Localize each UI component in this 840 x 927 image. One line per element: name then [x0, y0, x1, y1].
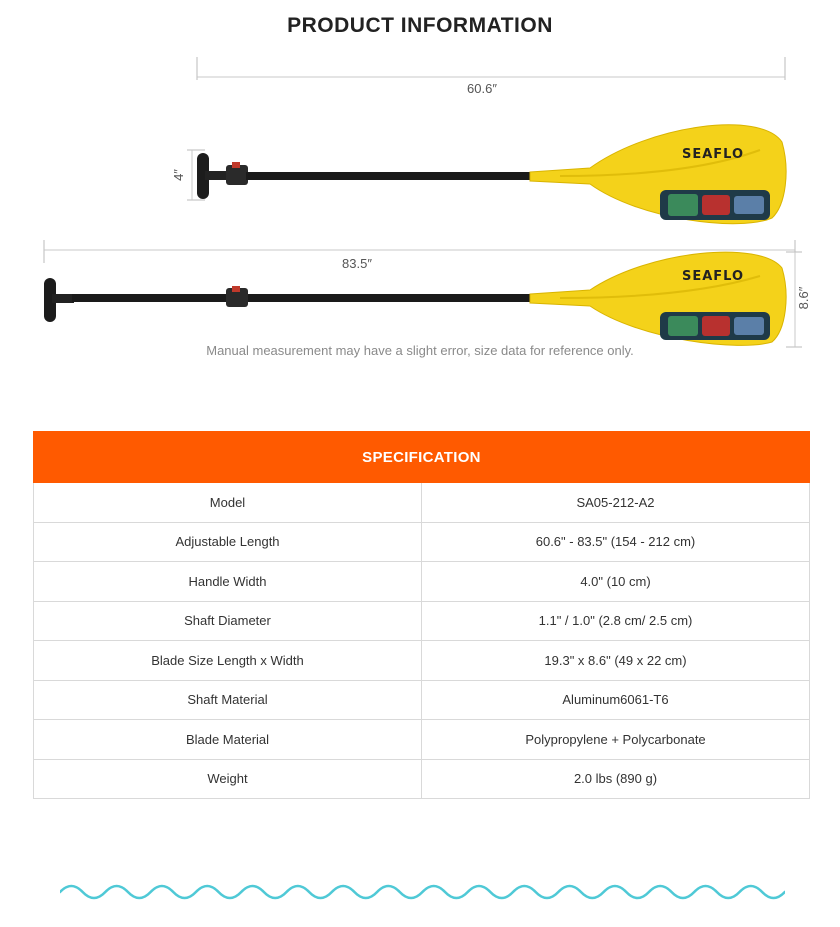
short-paddle: [171, 57, 786, 224]
spec-value: 4.0" (10 cm): [422, 562, 810, 602]
spec-value: 1.1" / 1.0" (2.8 cm/ 2.5 cm): [422, 601, 810, 641]
spec-label: Shaft Material: [34, 680, 422, 720]
spec-row: [34, 680, 810, 720]
spec-row: [34, 522, 810, 562]
paddle-diagram: [0, 50, 840, 370]
handle-width-label: 4″: [171, 169, 186, 181]
spec-label: Model: [34, 483, 422, 523]
spec-value: Polypropylene + Polycarbonate: [422, 720, 810, 760]
spec-label: Adjustable Length: [34, 522, 422, 562]
spec-row: [34, 641, 810, 681]
spec-label: Blade Material: [34, 720, 422, 760]
spec-label: Shaft Diameter: [34, 601, 422, 641]
measurement-note: Manual measurement may have a slight error, size data for reference only.: [206, 343, 634, 358]
spec-row: [34, 601, 810, 641]
spec-value: SA05-212-A2: [422, 483, 810, 523]
spec-value: 2.0 lbs (890 g): [422, 759, 810, 799]
spec-label: Blade Size Length x Width: [34, 641, 422, 681]
short-length-label: 60.6″: [467, 81, 497, 96]
brand-logo: SEAFLO: [681, 269, 745, 284]
long-paddle: [44, 240, 811, 347]
wave-divider: [60, 878, 785, 906]
spec-row: [34, 720, 810, 760]
shaft: [246, 172, 536, 180]
shaft: [72, 294, 538, 302]
brand-logo: SEAFLO: [681, 147, 745, 162]
spec-row: [34, 759, 810, 799]
specification-table: [33, 431, 810, 799]
spec-label: Handle Width: [34, 562, 422, 602]
spec-row: [34, 562, 810, 602]
spec-row: [34, 483, 810, 523]
paddle-dimension-figure: [0, 50, 840, 370]
spec-value: 60.6" - 83.5" (154 - 212 cm): [422, 522, 810, 562]
blade-width-label: 8.6″: [796, 286, 811, 310]
spec-label: Weight: [34, 759, 422, 799]
long-length-label: 83.5″: [342, 256, 372, 271]
specification-heading: SPECIFICATION: [34, 432, 810, 483]
spec-value: Aluminum6061-T6: [422, 680, 810, 720]
spec-value: 19.3" x 8.6" (49 x 22 cm): [422, 641, 810, 681]
page-title: PRODUCT INFORMATION: [287, 14, 553, 37]
